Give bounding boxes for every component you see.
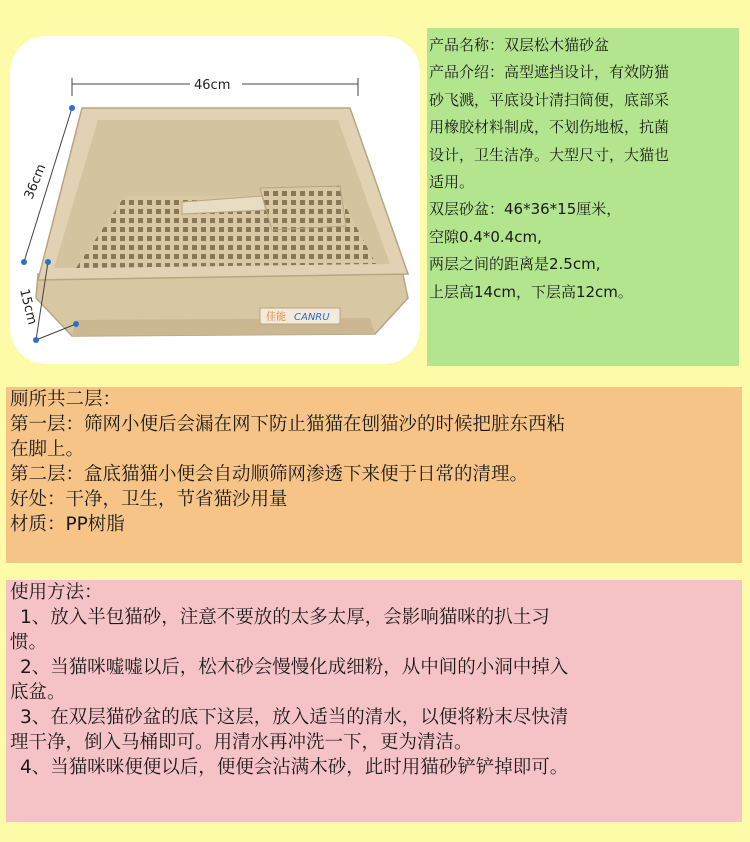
structure-description-panel <box>6 387 742 563</box>
usage-step: 3、在双层猫砂盆的底下这层，放入适当的清水，以便将粉末尽快清 <box>20 707 569 728</box>
layer-distance-line: 两层之间的距离是2.5cm, <box>429 255 601 274</box>
litter-box-illustration <box>10 36 420 364</box>
usage-step: 底盆。 <box>10 682 66 703</box>
depth-marker-dot <box>69 105 75 111</box>
product-intro-line: 用橡胶材料制成，不划伤地板，抗菌 <box>429 118 670 137</box>
height-marker-dot <box>73 321 79 327</box>
product-photo <box>10 36 420 364</box>
description-line: 第一层：筛网小便后会漏在网下防止猫猫在刨猫沙的时候把脏东西粘 <box>10 414 566 435</box>
usage-step: 1、放入半包猫砂，注意不要放的太多太厚，会影响猫咪的扒土习 <box>20 607 550 628</box>
product-name-line: 产品名称：双层松木猫砂盆 <box>429 36 610 54</box>
brand-label: CANRU <box>294 312 330 323</box>
usage-step: 理干净，倒入马桶即可。用清水再冲洗一下，更为清洁。 <box>10 732 473 753</box>
description-line: 第二层：盒底猫猫小便会自动顺筛网渗透下来便于日常的清理。 <box>10 464 529 485</box>
product-intro-line: 适用。 <box>429 173 475 192</box>
product-intro-line: 砂飞溅，平底设计清扫简便，底部采 <box>429 90 670 109</box>
brand-cn-label: 佳能 <box>266 312 286 323</box>
product-spec-panel <box>427 28 739 366</box>
description-line: 厕所共二层： <box>10 389 122 410</box>
usage-heading: 使用方法： <box>10 582 103 603</box>
height-marker-dot <box>45 259 51 265</box>
width-dimension-label: 46cm <box>194 78 231 93</box>
usage-step: 4、当猫咪咪便便以后，便便会沾满木砂，此时用猫砂铲铲掉即可。 <box>20 757 569 778</box>
depth-dimension-label: 36cm <box>21 162 50 202</box>
layer-height-line: 上层高14cm，下层高12cm。 <box>429 282 633 301</box>
product-intro-line: 产品介绍：高型遮挡设计，有效防猫 <box>429 63 670 82</box>
height-dimension-label: 15cm <box>16 287 40 327</box>
gap-spec-line: 空隙0.4*0.4cm, <box>429 227 542 246</box>
description-line: 材质：PP树脂 <box>10 514 125 535</box>
height-marker-dot <box>33 337 39 343</box>
usage-instructions-panel <box>6 580 742 822</box>
usage-step: 2、当猫咪嘘嘘以后，松木砂会慢慢化成细粉，从中间的小洞中掉入 <box>20 657 569 678</box>
depth-marker-dot <box>21 259 27 265</box>
description-line: 在脚上。 <box>10 439 85 460</box>
product-intro-line: 设计，卫生洁净。大型尺寸，大猫也 <box>429 145 670 164</box>
usage-step: 惯。 <box>10 632 48 653</box>
size-spec-line: 双层砂盆：46*36*15厘米， <box>429 200 622 219</box>
description-line: 好处：干净，卫生，节省猫沙用量 <box>10 489 288 510</box>
